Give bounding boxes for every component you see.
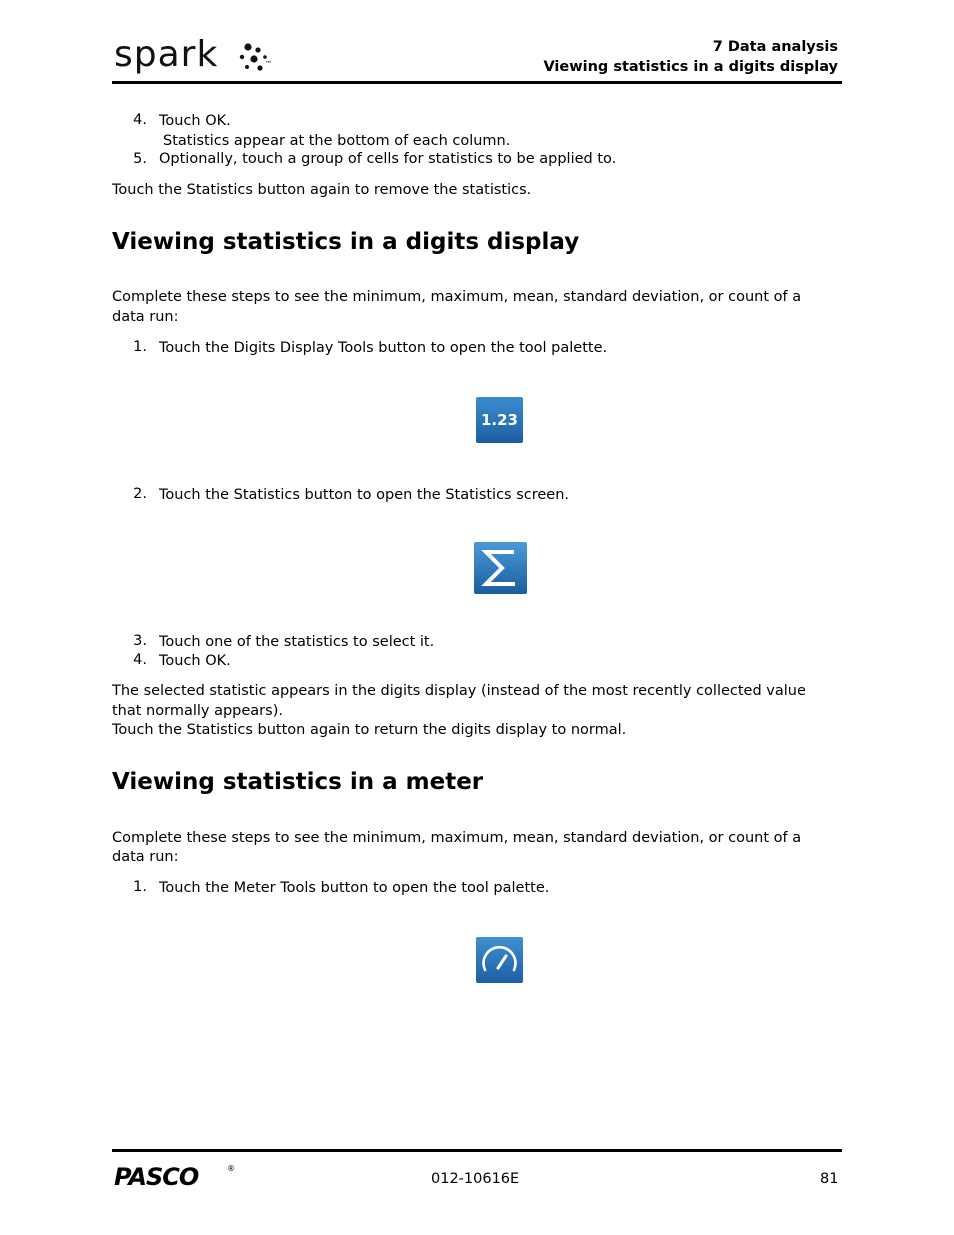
trademark: ™ <box>265 60 272 68</box>
step-number: 4. <box>133 112 147 128</box>
section-lead: Complete these steps to see the minimum, maximum, mean, standard deviation, or count of a <box>112 289 802 305</box>
step-text: Touch OK. <box>159 653 231 669</box>
intro-note: Touch the Statistics button again to remove the statistics. <box>112 182 532 198</box>
header-section: Viewing statistics in a digits display <box>543 59 838 75</box>
step-text: Touch the Statistics button to open the Statistics screen. <box>159 487 570 503</box>
step-number: 3. <box>133 633 147 649</box>
footer-rule <box>112 1149 842 1152</box>
page-number: 81 <box>820 1171 839 1187</box>
result-text: Touch the Statistics button again to return the digits display to normal. <box>112 722 627 738</box>
section-lead: Complete these steps to see the minimum, maximum, mean, standard deviation, or count of a <box>112 830 802 846</box>
registered-mark: ® <box>227 1164 235 1173</box>
section-heading: Viewing statistics in a meter <box>112 769 484 795</box>
step-text: Touch the Meter Tools button to open the tool palette. <box>159 880 550 896</box>
step-text: Touch one of the statistics to select it. <box>159 634 435 650</box>
digits-display-tools-icon[interactable] <box>476 397 523 443</box>
step-number: 5. <box>133 151 147 167</box>
step-number: 4. <box>133 652 147 668</box>
step-number: 1. <box>133 879 147 895</box>
step-subtext: Statistics appear at the bottom of each column. <box>163 133 511 149</box>
digits-icon-label: 1.23 <box>480 411 518 429</box>
doc-number: 012-10616E <box>431 1171 520 1187</box>
step-text: Touch the Digits Display Tools button to open the tool palette. <box>159 340 608 356</box>
sigma-glyph-icon <box>474 542 527 594</box>
step-text: Touch OK. <box>159 113 231 129</box>
section-heading: Viewing statistics in a digits display <box>112 229 580 255</box>
step-text: Optionally, touch a group of cells for statistics to be applied to. <box>159 151 617 167</box>
statistics-sigma-icon[interactable] <box>474 542 527 594</box>
meter-tools-icon[interactable] <box>476 937 523 983</box>
section-lead: data run: <box>112 849 179 865</box>
result-text: The selected statistic appears in the digits display (instead of the most recently collected value <box>112 683 806 699</box>
pasco-logo: PASCO <box>114 1163 199 1191</box>
gauge-glyph-icon <box>476 937 523 983</box>
spark-logo <box>112 34 282 78</box>
step-number: 1. <box>133 339 147 355</box>
spark-logo-text: spark <box>114 34 219 75</box>
section-lead: data run: <box>112 309 179 325</box>
step-number: 2. <box>133 486 147 502</box>
header-chapter: 7 Data analysis <box>712 39 838 55</box>
result-text: that normally appears). <box>112 703 283 719</box>
header-rule <box>112 81 842 84</box>
